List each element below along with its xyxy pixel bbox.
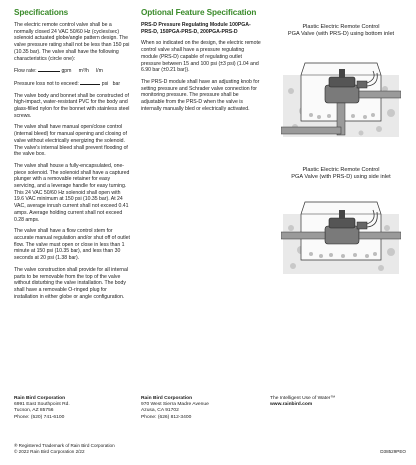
optional-feature-column	[141, 8, 261, 117]
pressure-loss-line	[14, 80, 131, 88]
pressure-loss-blank	[80, 80, 100, 85]
spec-paragraph-1: The electric remote control valve shall be a normally closed 24 VAC 50/60 Hz (cycles/sec) solenoid actuated globe/angle pattern design. The valve pressure rating shall not be less than 150 psi (10.35 bar). The valve shall have the following characteristics (circle one):	[14, 22, 130, 62]
flow-rate-units: gpm m³/h l/m	[61, 68, 103, 75]
legal-notice	[14, 443, 115, 455]
footer-address-1-line-1: 6991 East Southpoint Rd.	[14, 402, 70, 408]
spec-paragraph-3: The valve shall have manual open/close control (internal bleed) for manual opening and closing of valve without electrically energizing the solenoid. The valve's internal bleed shall prevent flooding of the valve box.	[14, 124, 128, 158]
specifications-heading: Specifications	[14, 8, 69, 17]
footer-address-tucson	[14, 396, 70, 421]
footer-tagline: The Intelligent Use of Water™	[270, 396, 336, 401]
figure-2-caption-line-2: PGA Valve (with PRS-D) using side inlet	[291, 174, 391, 180]
figure-2	[272, 167, 410, 276]
pressure-loss-units: psi bar	[101, 80, 121, 87]
footer-phone-1: Phone: (520) 741-6100	[14, 414, 65, 420]
flow-rate-label: Flow rate:	[14, 68, 37, 75]
figure-1-caption-line-2: PGA Valve (with PRS-D) using bottom inlet	[287, 31, 395, 37]
footer-address-azusa	[141, 396, 209, 421]
document-number: D38529PEO	[380, 449, 406, 454]
spec-paragraph-4: The valve shall house a fully-encapsulated, one-piece solenoid. The solenoid shall have a captured plunger with a removable retainer for easy servicing, and a leverage handle for easy turning. This 24 VAC 50/60 Hz solenoid shall open with 19.6 VAC minimum at 150 psi (10.35 bar). At 24 VAC, average inrush current shall not exceed 0.41 amps. Average holding current shall not exceed 0.28 amps.	[14, 162, 130, 223]
footer-address-1-line-2: Tucson, AZ 85756	[14, 408, 54, 414]
optional-subheading: PRS-D Pressure Regulating Module 100PGA-PRS-D, 150PGA-PRS-D, 200PGA-PRS-D	[141, 22, 251, 35]
footer-website-link[interactable]: www.rainbird.com	[270, 402, 313, 408]
footer-phone-2: Phone: (626) 812-3400	[141, 414, 192, 420]
figure-2-caption-line-1: Plastic Electric Remote Control	[302, 167, 380, 173]
spec-paragraph-5: The valve shall have a flow control stem for accurate manual regulation and/or shut off of outlet flow. The valve must open or close in less than 1 minute at 150 psi (10.35 bar), and less than 30 seconds at 20 psi (1.38 bar).	[14, 228, 130, 262]
trademark-notice: ® Registered Trademark of Rain Bird Corporation	[14, 443, 115, 448]
figure-1	[272, 24, 410, 139]
spec-paragraph-6: The valve construction shall provide for all internal parts to be removable from the top of the valve without disturbing the valve installation. The body shall have a removable O-ringed plug for installation in either globe or angle configuration.	[14, 266, 129, 300]
copyright-notice: © 2022 Rain Bird Corporation 2/22	[14, 449, 85, 454]
footer-address-2-line-1: 970 West Sierra Madre Avenue	[141, 402, 209, 408]
footer-company-name-2: Rain Bird Corporation	[141, 396, 193, 401]
pressure-loss-label: Pressure loss not to exceed:	[14, 80, 79, 87]
footer-company-name-1: Rain Bird Corporation	[14, 396, 66, 401]
specifications-column	[14, 8, 131, 305]
footer-address-2-line-2: Azusa, CA 91702	[141, 408, 179, 414]
valve-side-inlet-illustration	[281, 184, 401, 276]
figures-column	[272, 8, 410, 276]
valve-bottom-inlet-illustration	[281, 41, 401, 139]
figure-1-caption-line-1: Plastic Electric Remote Control	[302, 24, 380, 30]
flow-rate-line	[14, 67, 131, 75]
optional-heading: Optional Feature Specification	[141, 8, 257, 17]
optional-paragraph-2: The PRS-D module shall have an adjusting knob for setting pressure and Schrader valve connection for monitoring pressure. The pressure shall be adjustable from the PRS-D when the valve is internally manually bled or electrically activated.	[141, 78, 260, 112]
spec-paragraph-2: The valve body and bonnet shall be constructed of high-impact, water-resistant PVC for the body and glass-filled nylon for the bonnet with stainless steel screws.	[14, 92, 130, 119]
footer-brand	[270, 396, 335, 408]
flow-rate-blank	[38, 67, 60, 72]
optional-paragraph-1: When so indicated on the design, the electric remote control valve shall have a pressure regulating module (PRS-D) capable of regulating outlet pressure between 15 and 100 psi (±3 psi) (1.04 and 6.90 bar (±0.21 bar)).	[141, 40, 261, 74]
